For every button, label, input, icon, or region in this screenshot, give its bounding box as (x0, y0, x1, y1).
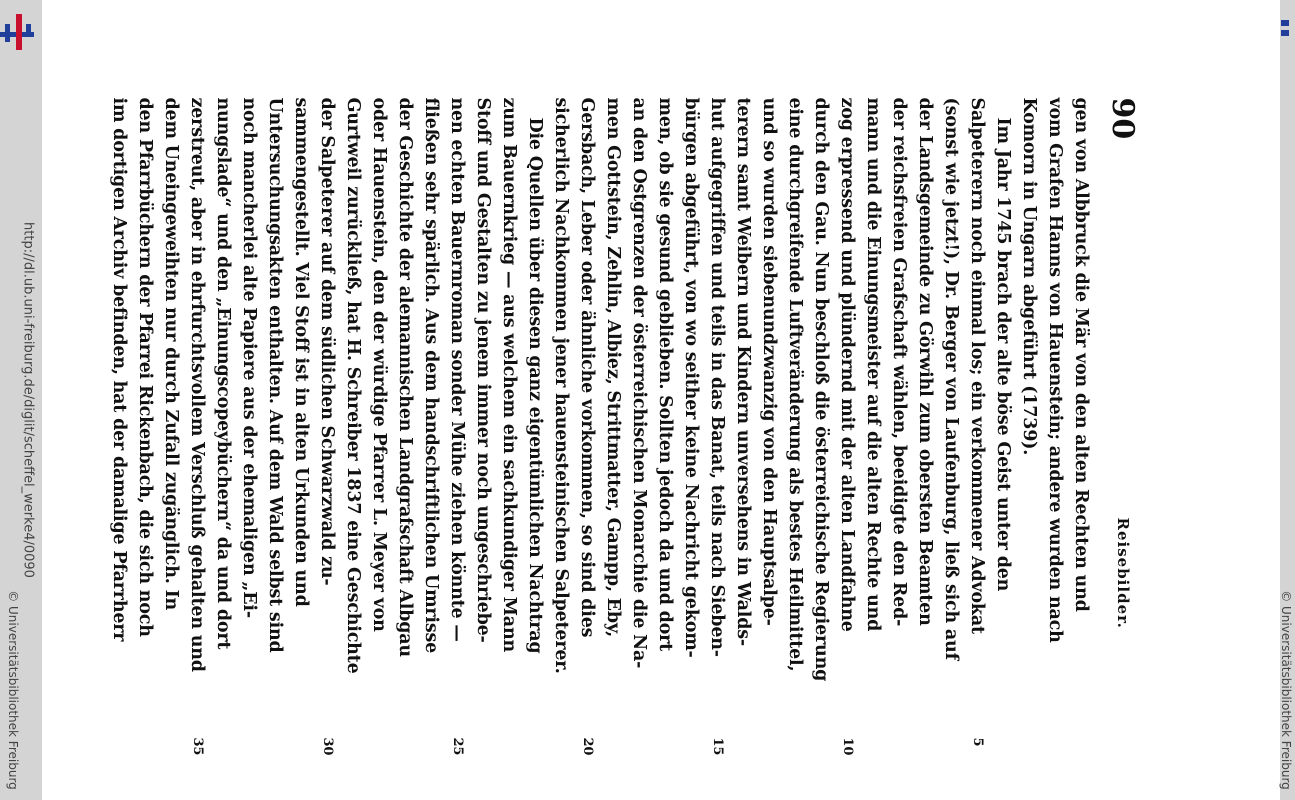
text-line (808, 98, 834, 723)
text-line (626, 98, 652, 723)
text-line (912, 98, 938, 723)
text-line (158, 98, 184, 723)
line-number: 10 (840, 737, 855, 756)
text-line (730, 98, 756, 723)
text-line (106, 98, 132, 723)
text-line-content: zog erpressend und plündernd mit der alten Landfahne (837, 97, 857, 632)
text-line-content: sammengestellt. Viel Stoff ist in alten Urkunden und (291, 97, 311, 607)
text-line (1042, 98, 1068, 723)
text-line-content: Salpeterern noch einmal los; ein verkommener Advokat (967, 97, 987, 634)
text-line (444, 97, 470, 756)
text-line (314, 97, 340, 756)
line-number: 35 (190, 737, 205, 756)
text-line-content: Untersuchungsakten enthalten. Auf dem Wald selbst sind (265, 97, 285, 653)
text-line-content: Gurtweil zurückließ, hat H. Schreiber 1837 eine Geschichte (343, 97, 363, 674)
text-line-content: Im Jahr 1745 brach der alte böse Geist unter den (993, 117, 1013, 592)
line-number: 25 (450, 737, 465, 756)
text-line-content: und so wurden siebenundzwanzig von den Hauptsalpe- (759, 97, 779, 626)
line-number: 15 (710, 737, 725, 756)
text-line (886, 98, 912, 723)
running-title: Reisebilder. (1114, 517, 1132, 629)
text-line (288, 98, 314, 723)
text-line-content: zum Bauernkrieg — aus welchem ein sachkundiger Mann (499, 97, 519, 652)
text-line (262, 98, 288, 723)
text-line (574, 97, 600, 756)
text-line-content: hut aufgegriffen und teils in das Banat, teils nach Sieben- (707, 97, 727, 657)
library-logo-icon-right (1281, 20, 1293, 38)
text-line (1068, 98, 1094, 723)
text-line-content: bürgen abgeführt, von wo seither keine Nachricht gekom- (681, 97, 701, 658)
text-line (600, 98, 626, 723)
text-line (964, 97, 990, 747)
text-line-content: der Landsgemeinde zu Görwihl zum obersten Beamten (915, 97, 935, 626)
text-line-content: terern samt Weibern und Kindern unversehens in Walds- (733, 97, 753, 646)
text-line (782, 98, 808, 723)
text-line-content: nen echten Bauernroman sonder Mühe ziehen könnte — (447, 97, 467, 642)
text-line (210, 98, 236, 723)
library-logo-icon (0, 14, 34, 50)
text-line-content: gen von Albbruck die Mär von den alten Rechten und (1071, 97, 1091, 612)
text-line-content: men, ob sie gesund geblieben. Sollten jedoch da und dort (655, 97, 675, 652)
text-line (678, 98, 704, 723)
text-line-content: der Geschichte der alemannischen Landgrafschaft Albgau (395, 97, 415, 657)
text-line (132, 98, 158, 723)
text-line (834, 97, 860, 756)
text-line-content: oder Hauenstein, den der würdige Pfarrer L. Meyer von (369, 97, 389, 632)
text-line-content: Gersbach, Leber oder ähnliche vorkommen, so sind dies (577, 97, 597, 638)
line-number: 20 (580, 737, 595, 756)
text-line (470, 98, 496, 723)
text-line-content: fließen sehr spärlich. Aus dem handschriftlichen Umrisse (421, 97, 441, 654)
page-header (1100, 98, 1140, 723)
text-line (340, 98, 366, 723)
text-line (418, 98, 444, 723)
text-line-content: Die Quellen über diesen ganz eigentümlichen Nachtrag (525, 117, 545, 654)
text-line-content: dem Uneingeweihten nur durch Zufall zugänglich. In (161, 97, 181, 611)
text-line-content: den Pfarrbüchern der Pfarrei Rickenbach, die sich noch (135, 97, 155, 637)
scanned-page (109, 97, 1140, 756)
text-line (366, 98, 392, 723)
text-line-content: mann und die Einungsmeister auf die alten Rechte und (863, 97, 883, 632)
text-line-content: Stoff und Gestalten zu jenem immer noch ungeschriebe- (473, 97, 493, 643)
copyright-notice-right: © Universitätsbibliothek Freiburg (1279, 590, 1293, 790)
text-line (990, 98, 1016, 723)
text-line (236, 98, 262, 723)
text-line-content: der Salpeterer auf dem südlichen Schwarzwald zu- (317, 97, 337, 586)
text-line (392, 98, 418, 723)
text-line-content: eine durchgreifende Luftveränderung als bestes Heilmittel, (785, 97, 805, 672)
text-line-content: durch den Gau. Nun beschloß die österreichische Regierung (811, 97, 831, 682)
text-line (756, 98, 782, 723)
line-number: 30 (320, 737, 335, 756)
text-line-content: an den Ostgrenzen der österreichischen Monarchie die Na- (629, 97, 649, 669)
text-line (522, 98, 548, 723)
text-line (184, 97, 210, 756)
text-line-content: men Gottstein, Zehlin, Albiez, Strittmatter, Gampp, Eby, (603, 97, 623, 638)
text-line-content: nungslade“ und den „Einungscopeybüchern“ da und dort (213, 97, 233, 650)
text-line (704, 97, 730, 756)
page-body (106, 97, 1094, 756)
text-line-content: sicherlich Nachkommen jener hauensteinischen Salpeterer. (551, 97, 571, 674)
page-number: 90 (1105, 97, 1140, 140)
text-line-content: vom Grafen Hanns von Hauenstein; andere wurden nach (1045, 97, 1065, 643)
text-line (652, 98, 678, 723)
text-line-content: (sonst wie jetzt!), Dr. Berger von Laufenburg, ließ sich auf (941, 97, 961, 660)
text-line (860, 98, 886, 723)
text-line-content: zerstreut, aber in ehrfurchtsvollem Verschluß gehalten und (187, 97, 207, 672)
document-url[interactable]: http://dl.ub.uni-freiburg.de/diglit/scheffel_werke4/0090 (20, 222, 36, 578)
copyright-notice-left: © Universitätsbibliothek Freiburg (6, 590, 20, 790)
text-line-content: noch mancherlei alte Papiere aus der ehemaligen „Ei- (239, 97, 259, 618)
text-line (938, 98, 964, 723)
text-line-content: der reichsfreien Grafschaft wählen, beeidigte den Red- (889, 97, 909, 627)
text-line (496, 98, 522, 723)
line-number: 5 (970, 737, 985, 747)
text-line (548, 98, 574, 723)
text-line (1016, 98, 1042, 723)
text-line-content: Komorn in Ungarn abgeführt (1739). (1019, 97, 1039, 456)
text-line-content: im dortigen Archiv befinden, hat der damalige Pfarrherr (109, 97, 129, 642)
